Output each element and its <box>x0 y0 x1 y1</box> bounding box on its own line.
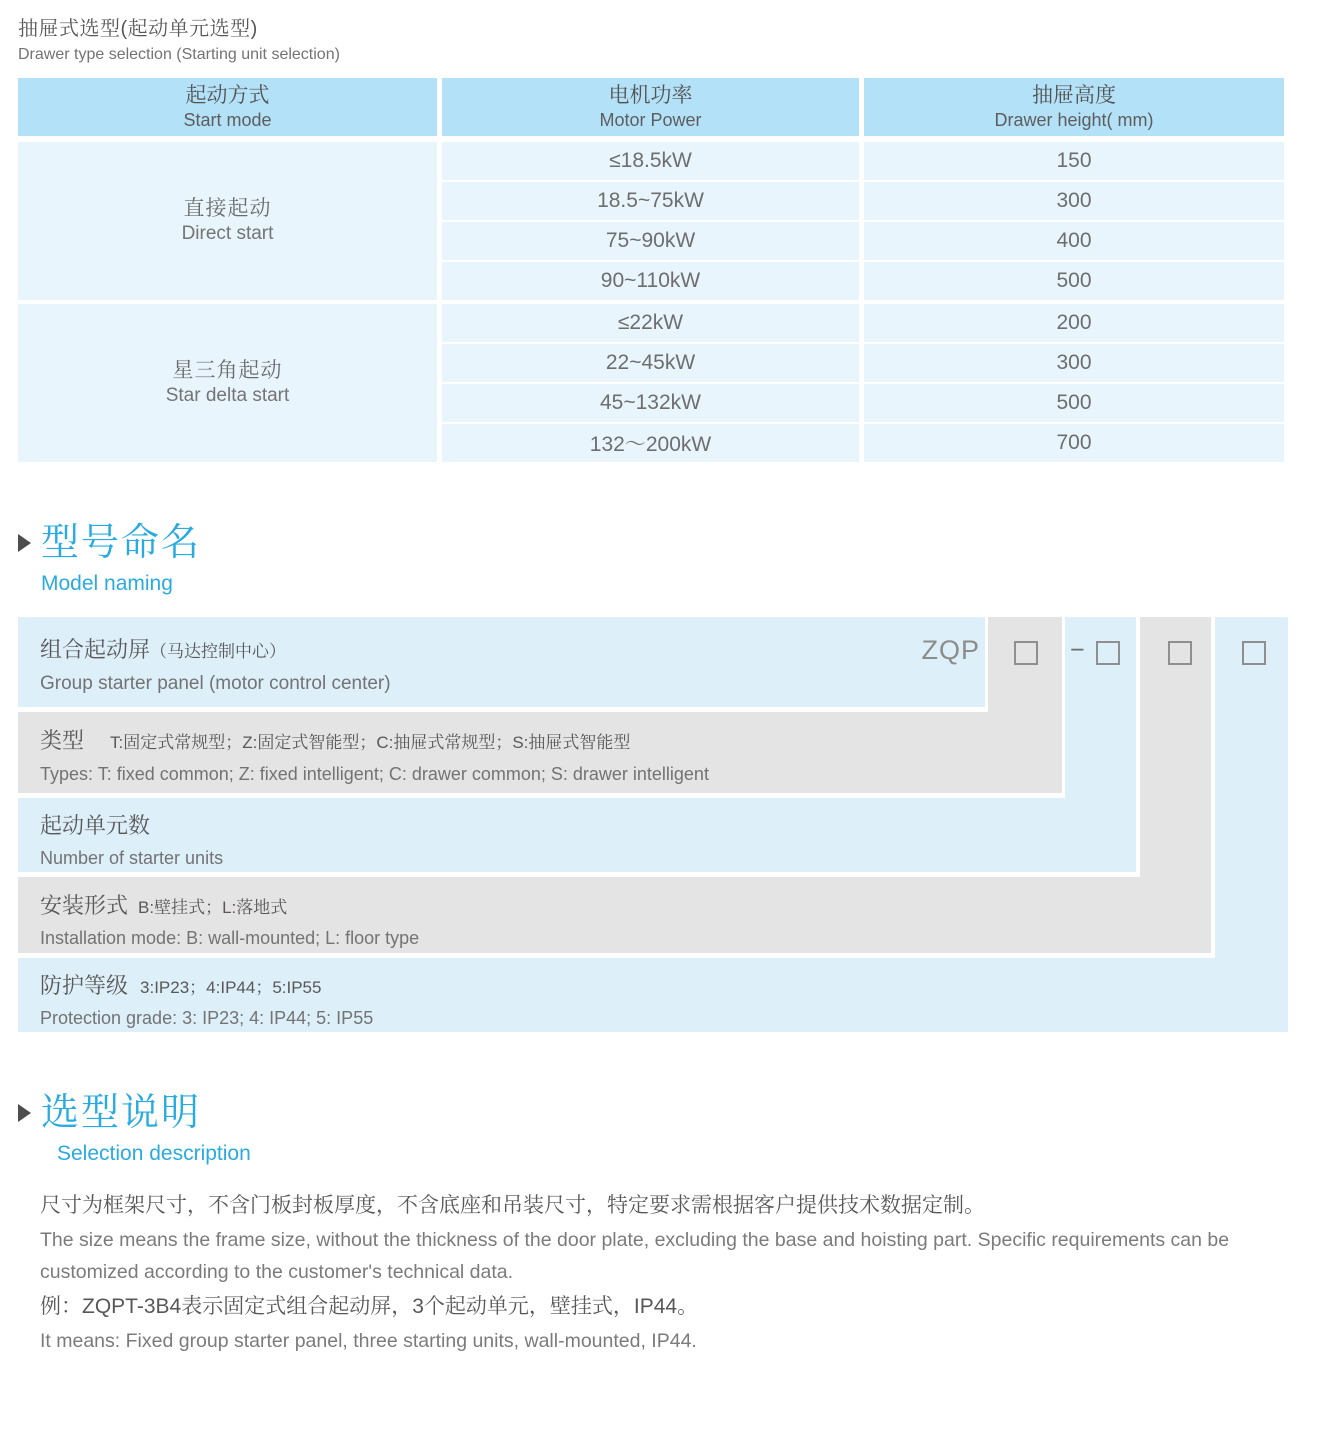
paragraph-2-zh: 例：ZQPT-3B4表示固定式组合起动屏，3个起动单元，壁挂式，IP44。 <box>40 1295 699 1318</box>
drawer-selection-table <box>18 78 1284 462</box>
code-slot-stripe-4 <box>1215 617 1288 958</box>
height-cell: 300 <box>864 344 1284 382</box>
model-naming-heading <box>18 524 201 596</box>
row2-label-en: Types: T: fixed common; Z: fixed intelligent; C: drawer common; S: drawer intelligent <box>40 764 709 784</box>
row3-label-zh: 起动单元数 <box>40 813 151 838</box>
row2-label-zh: 类型 <box>40 728 85 753</box>
power-cell: 22~45kW <box>442 344 859 382</box>
paragraph-1-zh: 尺寸为框架尺寸，不含门板封板厚度，不含底座和吊装尺寸，特定要求需根据客户提供技术数据定制。 <box>40 1194 985 1217</box>
row4-label-en: Installation mode: B: wall-mounted; L: floor type <box>40 928 420 948</box>
selection-description-title-en: Selection description <box>57 1141 251 1165</box>
model-naming-title-en: Model naming <box>41 571 173 595</box>
model-slot-box-icon-4 <box>1242 641 1266 665</box>
diagram-row-types <box>18 712 1062 793</box>
row5-sub-zh: 3:IP23；4:IP44；5:IP55 <box>140 978 322 997</box>
header-motor-power-zh: 电机功率 <box>608 83 693 107</box>
power-cell: ≤22kW <box>442 304 859 342</box>
header-cell-start-mode <box>18 78 437 136</box>
row1-label-zh: 组合起动屏 <box>40 637 151 662</box>
section-arrow-icon <box>18 1104 31 1122</box>
mode-cell-star-delta <box>18 304 437 462</box>
header-drawer-height-en: Drawer height( mm) <box>994 109 1154 130</box>
row1-sub-zh: （马达控制中心） <box>150 642 287 661</box>
model-code-prefix: ZQP <box>921 635 980 665</box>
selection-description-heading <box>18 1094 251 1166</box>
header-motor-power-en: Motor Power <box>599 109 702 130</box>
paragraph-1-en: The size means the frame size, without the thickness of the door plate, excluding the base and hoisting part. Specific requirements can be customized according to the customer's technical data. <box>40 1229 1230 1283</box>
row2-sub-zh: T:固定式常规型；Z:固定式智能型；C:抽屉式常规型；S:抽屉式智能型 <box>110 733 631 752</box>
power-cell: 18.5~75kW <box>442 182 859 220</box>
power-cell: 132～200kW <box>442 424 859 462</box>
height-cell: 300 <box>864 182 1284 220</box>
header-cell-motor-power <box>442 78 859 136</box>
power-cell: 45~132kW <box>442 384 859 422</box>
mode-cell-direct-start <box>18 142 437 300</box>
mode-direct-en: Direct start <box>181 223 274 245</box>
table-header-row <box>18 78 1284 136</box>
row3-label-en: Number of starter units <box>40 848 224 868</box>
description-paragraph-2 <box>40 1291 1290 1357</box>
model-slot-box-icon-1 <box>1014 641 1038 665</box>
height-cell: 150 <box>864 142 1284 180</box>
section-arrow-icon <box>18 534 31 552</box>
header-drawer-height-zh: 抽屉高度 <box>1032 83 1116 107</box>
height-cell: 400 <box>864 222 1284 260</box>
description-paragraph-1 <box>40 1190 1290 1288</box>
height-cell: 500 <box>864 384 1284 422</box>
header-cell-drawer-height <box>864 78 1284 136</box>
power-cell: ≤18.5kW <box>442 142 859 180</box>
model-slot-box-icon-3 <box>1168 641 1192 665</box>
diagram-row-installation-mode <box>18 877 1211 953</box>
header-start-mode-en: Start mode <box>183 109 272 130</box>
row4-sub-zh: B:壁挂式；L:落地式 <box>138 898 288 917</box>
paragraph-2-en: It means: Fixed group starter panel, three starting units, wall-mounted, IP44. <box>40 1330 697 1352</box>
selection-description-body <box>40 1190 1290 1357</box>
page-title-zh: 抽屉式选型(起动单元选型) <box>18 18 258 40</box>
mode-star-delta-zh: 星三角起动 <box>172 359 283 382</box>
selection-description-title-zh: 选型说明 <box>41 1092 202 1134</box>
power-cell: 75~90kW <box>442 222 859 260</box>
power-cell: 90~110kW <box>442 262 859 300</box>
table-group-direct-start <box>18 142 1284 300</box>
model-naming-title-zh: 型号命名 <box>41 522 202 564</box>
diagram-row-group-starter-panel <box>18 617 985 707</box>
header-start-mode-zh: 起动方式 <box>185 83 270 107</box>
model-slot-box-icon-2 <box>1096 641 1120 665</box>
height-cell: 200 <box>864 304 1284 342</box>
row4-label-zh: 安装形式 <box>40 893 129 918</box>
height-cell: 700 <box>864 424 1284 462</box>
row1-label-en: Group starter panel (motor control center) <box>40 673 391 694</box>
mode-direct-zh: 直接起动 <box>183 197 272 220</box>
page-title-en: Drawer type selection (Starting unit selection) <box>18 46 340 63</box>
diagram-row-protection-grade <box>18 958 1288 1032</box>
page-header <box>18 12 340 64</box>
row5-label-zh: 防护等级 <box>40 973 129 998</box>
table-group-star-delta <box>18 304 1284 462</box>
model-naming-diagram <box>18 617 1288 1037</box>
height-cell: 500 <box>864 262 1284 300</box>
diagram-row-starter-units <box>18 798 1136 872</box>
mode-star-delta-en: Star delta start <box>165 385 290 407</box>
row5-label-en: Protection grade: 3: IP23; 4: IP44; 5: IP55 <box>40 1008 374 1028</box>
model-code-dash: − <box>1070 636 1085 664</box>
